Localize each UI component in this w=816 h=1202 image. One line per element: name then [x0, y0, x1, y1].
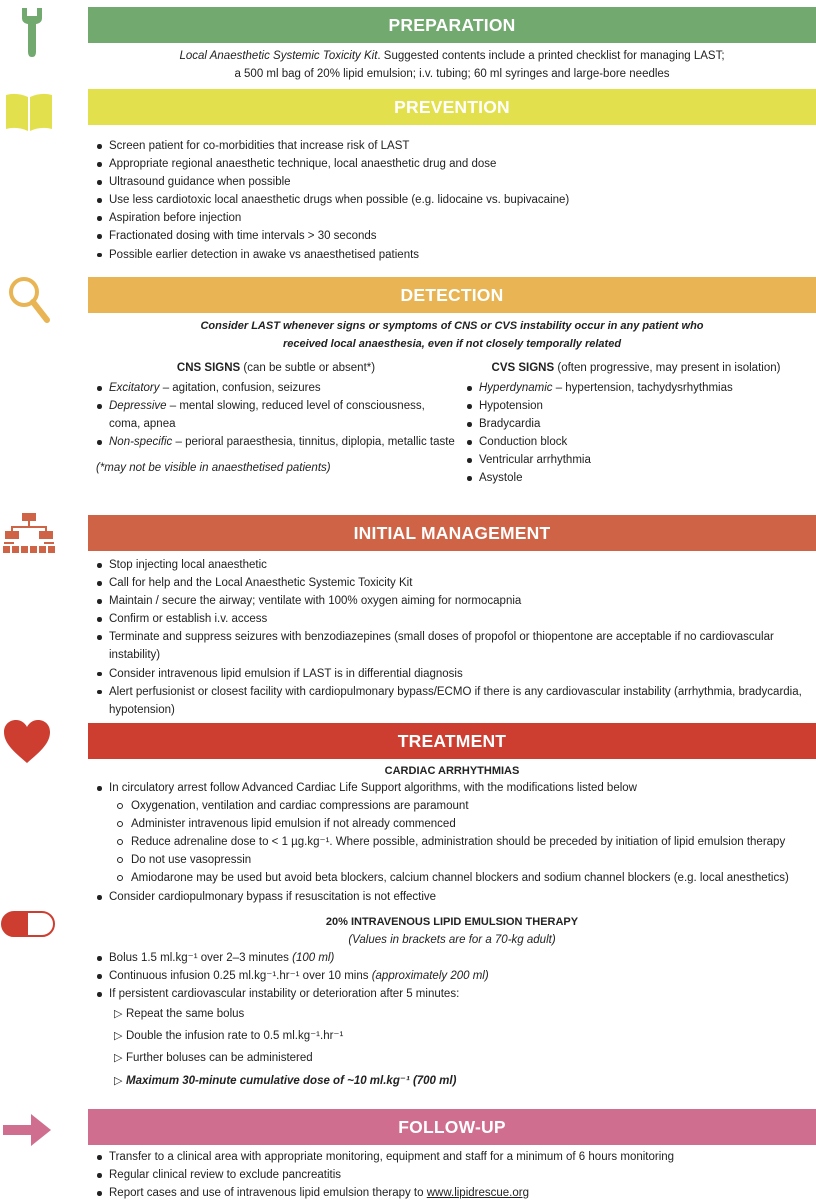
- list-item: Hypotension: [466, 397, 806, 415]
- list-item: Hyperdynamic – hypertension, tachydysrhythmias: [466, 379, 806, 397]
- list-item: Terminate and suppress seizures with benzodiazepines (small doses of propofol or thiopentone are acceptable if no cardiovascular instability): [96, 628, 808, 664]
- arrow-right-icon: [1, 1112, 53, 1148]
- list-item: Transfer to a clinical area with appropriate monitoring, equipment and staff for a minimum of 6 hours monitoring: [96, 1148, 808, 1166]
- list-item: Use less cardiotoxic local anaesthetic drugs when possible (e.g. lidocaine vs. bupivacaine): [96, 191, 808, 209]
- flowchart-icon: [3, 512, 55, 554]
- treatment-bypass-list: [96, 888, 808, 906]
- cns-footnote: (*may not be visible in anaesthetised patients): [96, 462, 331, 475]
- prevention-list: [96, 137, 808, 264]
- lipid-steps-list: [96, 1003, 808, 1092]
- initial-management-list: [96, 556, 808, 719]
- book-icon: [4, 91, 54, 135]
- follow-up-header: FOLLOW-UP: [88, 1109, 816, 1145]
- list-item: Administer intravenous lipid emulsion if not already commenced: [96, 815, 808, 833]
- list-item: Ultrasound guidance when possible: [96, 173, 808, 191]
- list-item: Alert perfusionist or closest facility with cardiopulmonary bypass/ECMO if there is any cardiovascular instability (arrhythmia, bradycardia, hypotension): [96, 683, 808, 719]
- list-item: Reduce adrenaline dose to < 1 µg.kg⁻¹. Where possible, administration should be preceded by initiation of lipid emulsion therapy: [96, 833, 808, 851]
- list-item: Bolus 1.5 ml.kg⁻¹ over 2–3 minutes (100 ml): [96, 949, 808, 967]
- list-item: Excitatory – agitation, confusion, seizures: [96, 379, 456, 397]
- list-item: Possible earlier detection in awake vs anaesthetised patients: [96, 246, 808, 264]
- cardiac-arrhythmias-heading: CARDIAC ARRHYTHMIAS: [384, 765, 520, 777]
- list-item: Depressive – mental slowing, reduced level of consciousness, coma, apnea: [96, 397, 456, 433]
- list-item: Consider cardiopulmonary bypass if resuscitation is not effective: [96, 888, 808, 906]
- list-item: Continuous infusion 0.25 ml.kg⁻¹.hr⁻¹ over 10 mins (approximately 200 ml): [96, 967, 808, 985]
- magnifier-icon: [6, 274, 50, 324]
- treatment-modifications-list: [96, 797, 808, 887]
- preparation-line-1: Local Anaesthetic Systemic Toxicity Kit. Suggested contents include a printed checklist for managing LAST;: [179, 50, 725, 62]
- list-item: Maintain / secure the airway; ventilate with 100% oxygen aiming for normocapnia: [96, 592, 808, 610]
- list-item: If persistent cardiovascular instability or deterioration after 5 minutes:: [96, 985, 808, 1003]
- list-item: Fractionated dosing with time intervals > 30 seconds: [96, 227, 808, 245]
- list-item: Conduction block: [466, 433, 806, 451]
- preparation-header: PREPARATION: [88, 7, 816, 43]
- list-item: Asystole: [466, 469, 806, 487]
- treatment-list: [96, 779, 808, 797]
- cvs-signs-heading: CVS SIGNS (often progressive, may present in isolation): [491, 362, 781, 374]
- detection-header: DETECTION: [88, 277, 816, 313]
- list-item: Stop injecting local anaesthetic: [96, 556, 808, 574]
- list-item: Screen patient for co-morbidities that increase risk of LAST: [96, 137, 808, 155]
- preparation-content: [96, 47, 808, 83]
- lipidrescue-link[interactable]: www.lipidrescue.org: [426, 1187, 529, 1200]
- list-item: Call for help and the Local Anaesthetic Systemic Toxicity Kit: [96, 574, 808, 592]
- cns-signs-column: [96, 360, 456, 477]
- treatment-header: TREATMENT: [88, 723, 816, 759]
- list-item: Bradycardia: [466, 415, 806, 433]
- list-item: Amiodarone may be used but avoid beta blockers, calcium channel blockers and sodium channel blockers (e.g. local anesthetics): [96, 869, 808, 887]
- list-item: Oxygenation, ventilation and cardiac compressions are paramount: [96, 797, 808, 815]
- list-item: Confirm or establish i.v. access: [96, 610, 808, 628]
- list-item: ▷ Maximum 30-minute cumulative dose of ~10 ml.kg⁻¹ (700 ml): [96, 1070, 808, 1092]
- list-item: Do not use vasopressin: [96, 851, 808, 869]
- list-item: Report cases and use of intravenous lipid emulsion therapy to www.lipidrescue.org: [96, 1184, 808, 1202]
- list-item: Aspiration before injection: [96, 209, 808, 227]
- initial-management-header: INITIAL MANAGEMENT: [88, 515, 816, 551]
- detection-intro-line-2: received local anaesthesia, even if not closely temporally related: [282, 337, 622, 350]
- list-item: Ventricular arrhythmia: [466, 451, 806, 469]
- preparation-line-2: a 500 ml bag of 20% lipid emulsion; i.v. tubing; 60 ml syringes and large-bore needles: [234, 68, 670, 80]
- heart-icon: [3, 719, 51, 765]
- lipid-therapy-heading: 20% INTRAVENOUS LIPID EMULSION THERAPY: [325, 916, 579, 928]
- detection-intro-line-1: Consider LAST whenever signs or symptoms of CNS or CVS instability occur in any patient who: [200, 320, 704, 332]
- pill-icon: [1, 911, 55, 937]
- list-item: ▷ Further boluses can be administered: [96, 1047, 808, 1069]
- list-item: ▷ Repeat the same bolus: [96, 1003, 808, 1025]
- lipid-therapy-list: [96, 949, 808, 1003]
- prevention-header: PREVENTION: [88, 89, 816, 125]
- list-item: ▷ Double the infusion rate to 0.5 ml.kg⁻¹.hr⁻¹: [96, 1025, 808, 1047]
- list-item: In circulatory arrest follow Advanced Cardiac Life Support algorithms, with the modifications listed below: [96, 779, 808, 797]
- list-item: Consider intravenous lipid emulsion if LAST is in differential diagnosis: [96, 665, 808, 683]
- wrench-icon: [16, 6, 48, 58]
- list-item: Non-specific – perioral paraesthesia, tinnitus, diplopia, metallic taste: [96, 433, 456, 451]
- lipid-therapy-subtitle: (Values in brackets are for a 70-kg adult): [348, 934, 556, 946]
- follow-up-list: [96, 1148, 808, 1202]
- list-item: Appropriate regional anaesthetic technique, local anaesthetic drug and dose: [96, 155, 808, 173]
- cvs-signs-column: [466, 360, 806, 488]
- list-item: Regular clinical review to exclude pancreatitis: [96, 1166, 808, 1184]
- cns-signs-heading: CNS SIGNS (can be subtle or absent*): [176, 362, 376, 374]
- detection-intro: [96, 318, 808, 353]
